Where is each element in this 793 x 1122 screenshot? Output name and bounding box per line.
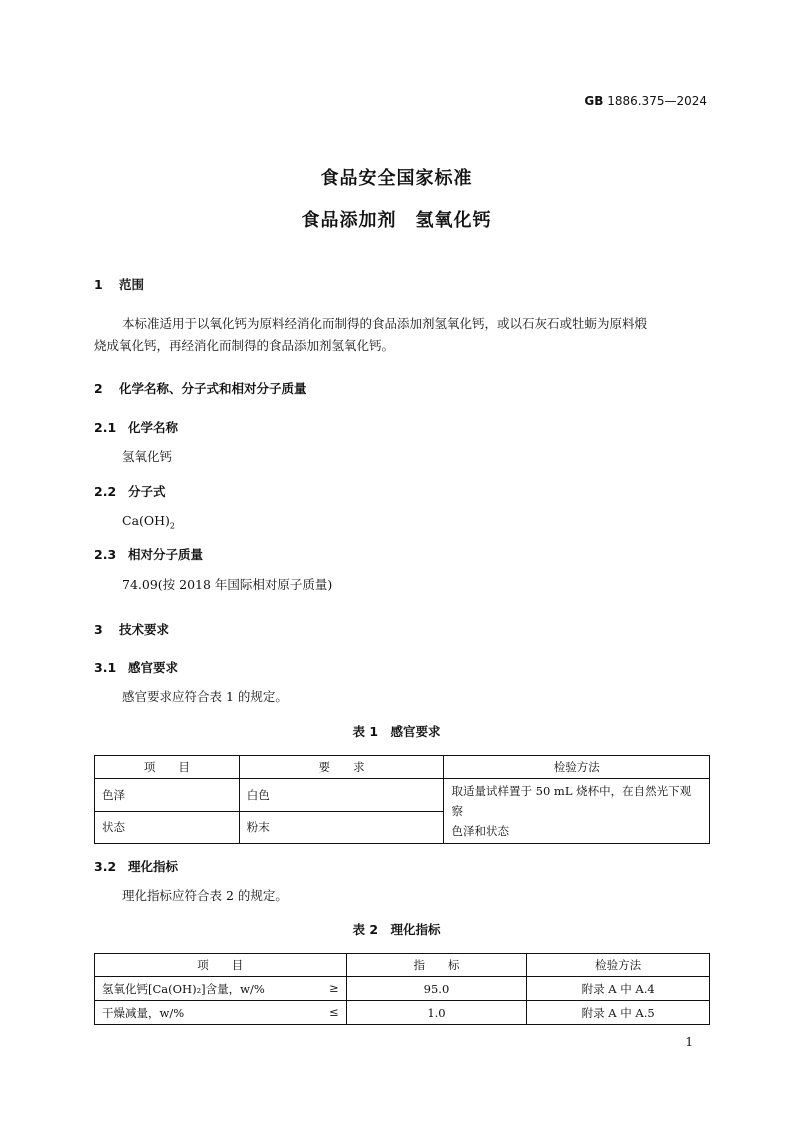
molecular-formula [122,510,175,538]
section-title: 范围 [119,277,145,292]
method-line-2: 色泽和状态 [451,824,509,838]
section-1-heading [94,275,144,293]
sensory-requirement-text: 感官要求应符合表 1 的规定。 [122,689,288,704]
section-number: 1 [94,277,103,292]
standard-code-number: 1886.375—2024 [607,94,707,108]
section-title: 化学名称、分子式和相对分子质量 [119,381,307,396]
table-header-cell: 指 标 [346,954,527,977]
table-header-row [95,954,710,977]
table-2-caption: 表 2 理化指标 [352,922,441,937]
table-cell-item: 状态 [95,811,240,844]
table-cell-requirement: 粉末 [239,811,444,844]
table-cell-method: 附录 A 中 A.4 [527,977,710,1001]
table-cell-item [95,1001,347,1025]
table-header-cell: 项 目 [95,756,240,779]
section-title: 技术要求 [119,622,170,637]
table-row [95,977,710,1001]
table-1-caption: 表 1 感官要求 [352,724,441,739]
table-2-physicochemical [94,953,710,1025]
table-cell-method: 附录 A 中 A.5 [527,1001,710,1025]
formula-subscript: 2 [169,521,176,531]
section-2-1-heading [94,418,178,436]
table-cell-item [95,977,347,1001]
page-number: 1 [685,1035,693,1049]
section-2-2-heading [94,482,166,500]
comparison-symbol: ≤ [328,1004,339,1019]
physicochemical-text: 理化指标应符合表 2 的规定。 [122,888,288,903]
section-title: 相对分子质量 [128,547,204,562]
chemical-name: 氢氧化钙 [122,449,173,464]
table-row [95,779,710,812]
section-title: 感官要求 [128,660,179,675]
standard-code [584,94,707,108]
table-cell-item: 色泽 [95,779,240,812]
section-title: 化学名称 [128,420,179,435]
table-row [95,1001,710,1025]
comparison-symbol: ≥ [328,980,339,995]
section-title: 分子式 [128,484,166,499]
formula-main: Ca(OH) [122,513,170,528]
table-header-cell: 检验方法 [444,756,710,779]
table-cell-value: 95.0 [346,977,527,1001]
molecular-weight: 74.09(按 2018 年国际相对原子质量) [122,577,333,592]
item-label: 干燥减量，w/% [102,1005,185,1020]
section-number: 2.2 [94,484,117,499]
section-number: 3.2 [94,859,117,874]
table-1-sensory [94,755,710,844]
scope-para-line-2: 烧成氧化钙，再经消化而制得的食品添加剂氢氧化钙。 [94,338,395,353]
scope-para-line-1: 本标准适用于以氧化钙为原料经消化而制得的食品添加剂氢氧化钙，或以石灰石或牡蛎为原料煅 [122,316,648,331]
table-cell-value: 1.0 [346,1001,527,1025]
table-cell-method [444,779,710,844]
section-number: 2.1 [94,420,117,435]
table-header-cell: 检验方法 [527,954,710,977]
section-number: 3.1 [94,660,117,675]
section-2-3-heading [94,545,203,563]
section-3-1-heading [94,658,178,676]
section-number: 3 [94,622,103,637]
item-label: 氢氧化钙[Ca(OH)₂]含量，w/% [102,981,265,996]
table-header-row [95,756,710,779]
method-line-1: 取适量试样置于 50 mL 烧杯中，在自然光下观察 [451,784,692,818]
section-2-heading [94,379,307,397]
standard-code-prefix: GB [584,94,604,108]
title-sub: 食品添加剂 氢氧化钙 [301,210,492,231]
table-cell-requirement: 白色 [239,779,444,812]
table-header-cell: 项 目 [95,954,347,977]
title-main: 食品安全国家标准 [320,168,473,189]
section-number: 2.3 [94,547,117,562]
section-3-2-heading [94,857,178,875]
section-number: 2 [94,381,103,396]
section-title: 理化指标 [128,859,179,874]
section-3-heading [94,620,169,638]
table-header-cell: 要 求 [239,756,444,779]
